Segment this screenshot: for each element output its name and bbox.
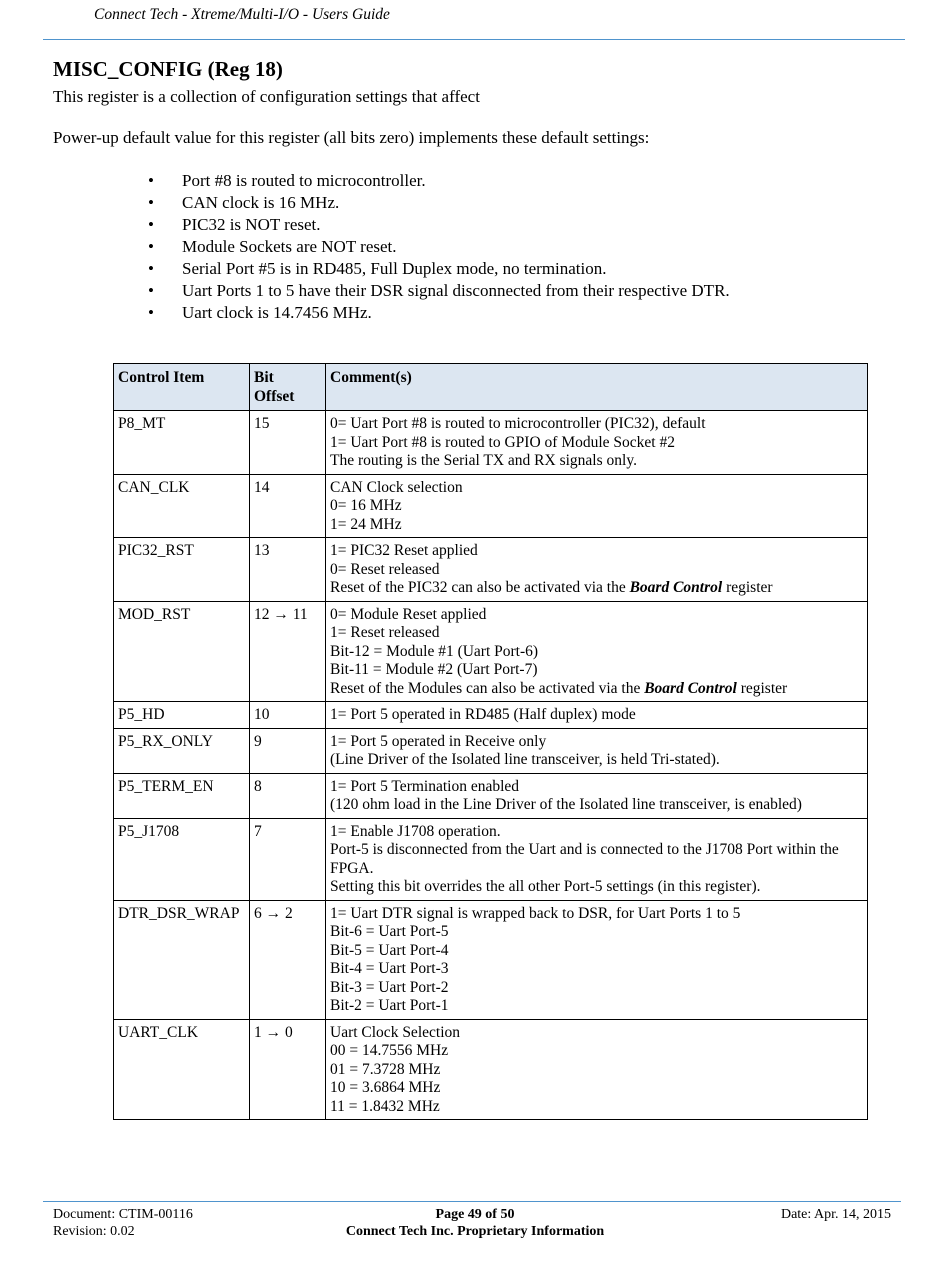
list-item [148, 280, 730, 302]
running-header-title: Connect Tech - Xtreme/Multi-I/O - Users Guide [94, 6, 390, 23]
board-control-reference: Board Control [629, 579, 723, 596]
bullet-icon: • [148, 193, 154, 212]
list-item-text: Module Sockets are NOT reset. [182, 237, 397, 256]
list-item [148, 236, 730, 258]
list-item-text: Port #8 is routed to microcontroller. [182, 171, 426, 190]
table-row [114, 728, 868, 773]
bit-offset-cell: 1 → 0 [250, 1019, 326, 1120]
bullet-icon: • [148, 259, 154, 278]
list-item [148, 258, 730, 280]
list-item [148, 214, 730, 236]
control-item-cell: MOD_RST [114, 601, 250, 702]
bullet-icon: • [148, 237, 154, 256]
bullet-icon: • [148, 171, 154, 190]
intro-paragraph: This register is a collection of configuration settings that affect [53, 87, 480, 106]
table-row [114, 601, 868, 702]
list-item-text: Uart Ports 1 to 5 have their DSR signal disconnected from their respective DTR. [182, 281, 730, 300]
column-header-control-item: Control Item [114, 364, 250, 411]
comment-cell: 1= Port 5 operated in Receive only (Line Driver of the Isolated line transceiver, is held Tri-stated). [326, 728, 868, 773]
footer-page-number: Page 49 of 50 [435, 1207, 515, 1222]
table-row [114, 702, 868, 729]
bit-offset-cell: 6 → 2 [250, 900, 326, 1019]
bit-offset-cell: 14 [250, 474, 326, 538]
comment-cell: 0= Uart Port #8 is routed to microcontroller (PIC32), default 1= Uart Port #8 is routed to GPIO of Module Socket #2 The routing is the Serial TX and RX signals only. [326, 411, 868, 475]
bullet-icon: • [148, 303, 154, 322]
table-row [114, 411, 868, 475]
list-item [148, 170, 730, 192]
powerup-paragraph: Power-up default value for this register (all bits zero) implements these default settings: [53, 128, 650, 147]
register-bit-table [113, 363, 868, 1120]
table-header-row [114, 364, 868, 411]
footer-divider [43, 1201, 901, 1202]
section-heading: MISC_CONFIG (Reg 18) [53, 57, 283, 81]
footer-revision: Revision: 0.02 [53, 1224, 135, 1239]
control-item-cell: DTR_DSR_WRAP [114, 900, 250, 1019]
control-item-cell: P5_J1708 [114, 818, 250, 900]
comment-cell: 1= Uart DTR signal is wrapped back to DSR, for Uart Ports 1 to 5 Bit-6 = Uart Port-5 Bit-5 = Uart Port-4 Bit-4 = Uart Port-3 Bit-3 = Uart Port-2 Bit-2 = Uart Port-1 [326, 900, 868, 1019]
list-item [148, 302, 730, 324]
control-item-cell: P5_HD [114, 702, 250, 729]
comment-cell: 1= Port 5 operated in RD485 (Half duplex) mode [326, 702, 868, 729]
list-item-text: PIC32 is NOT reset. [182, 215, 321, 234]
header-divider [43, 39, 905, 40]
bit-offset-cell: 10 [250, 702, 326, 729]
control-item-cell: P5_RX_ONLY [114, 728, 250, 773]
comment-cell: 1= Enable J1708 operation. Port-5 is disconnected from the Uart and is connected to the J1708 Port within the FPGA. Setting this bit overrides the all other Port-5 settings (in this register). [326, 818, 868, 900]
board-control-reference: Board Control [644, 679, 737, 697]
table-row [114, 900, 868, 1019]
comment-cell: 0= Module Reset applied 1= Reset released Bit-12 = Module #1 (Uart Port-6) Bit-11 = Module #2 (Uart Port-7) Reset of the Modules can also be activated via the Board Control register [326, 601, 868, 702]
table-row [114, 818, 868, 900]
list-item [148, 192, 730, 214]
default-settings-list [148, 170, 730, 324]
bullet-icon: • [148, 281, 154, 300]
column-header-comments: Comment(s) [326, 364, 868, 411]
control-item-cell: P8_MT [114, 411, 250, 475]
comment-cell: CAN Clock selection 0= 16 MHz 1= 24 MHz [326, 474, 868, 538]
table-row [114, 538, 868, 602]
bit-offset-cell: 13 [250, 538, 326, 602]
bit-offset-cell: 9 [250, 728, 326, 773]
bit-offset-cell: 15 [250, 411, 326, 475]
footer-document-number: Document: CTIM-00116 [53, 1207, 193, 1222]
table-row [114, 474, 868, 538]
list-item-text: Uart clock is 14.7456 MHz. [182, 303, 372, 322]
table-row [114, 1019, 868, 1120]
footer-date: Date: Apr. 14, 2015 [780, 1207, 891, 1222]
list-item-text: CAN clock is 16 MHz. [182, 193, 340, 212]
footer-proprietary-notice: Connect Tech Inc. Proprietary Information [345, 1224, 605, 1239]
control-item-cell: P5_TERM_EN [114, 773, 250, 818]
bit-offset-cell: 8 [250, 773, 326, 818]
table-row [114, 773, 868, 818]
bit-offset-cell: 7 [250, 818, 326, 900]
bullet-icon: • [148, 215, 154, 234]
bit-offset-cell: 12 → 11 [250, 601, 326, 702]
control-item-cell: PIC32_RST [114, 538, 250, 602]
comment-cell: 1= PIC32 Reset applied 0= Reset released Reset of the PIC32 can also be activated via the Board Control register [326, 538, 868, 602]
comment-cell: 1= Port 5 Termination enabled (120 ohm load in the Line Driver of the Isolated line transceiver, is enabled) [326, 773, 868, 818]
control-item-cell: CAN_CLK [114, 474, 250, 538]
comment-cell: Uart Clock Selection 00 = 14.7556 MHz 01 = 7.3728 MHz 10 = 3.6864 MHz 11 = 1.8432 MHz [326, 1019, 868, 1120]
column-header-bit-offset: Bit Offset [250, 364, 326, 411]
list-item-text: Serial Port #5 is in RD485, Full Duplex mode, no termination. [182, 259, 607, 278]
control-item-cell: UART_CLK [114, 1019, 250, 1120]
